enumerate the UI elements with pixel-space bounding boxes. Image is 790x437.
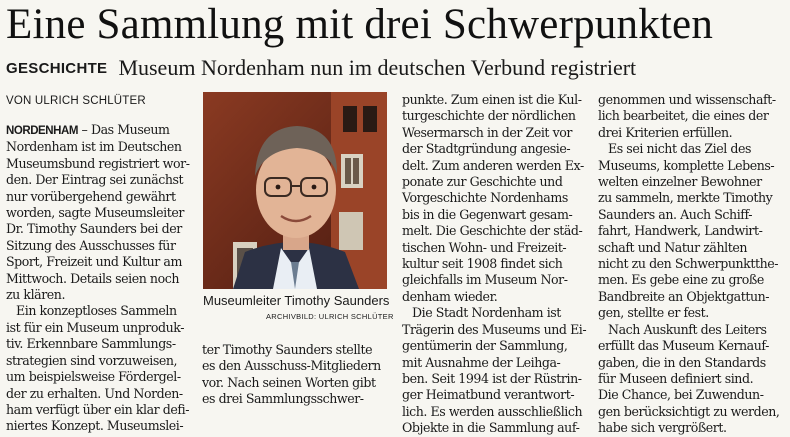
text-line: Bandbreite an Objektgattun- xyxy=(598,288,770,304)
text-line: für Museen definiert sind. xyxy=(598,370,754,386)
text-line: Saunders an. Auch Schiff- xyxy=(598,206,753,222)
text-line: niertes Konzept. Museumslei- xyxy=(6,418,184,434)
text-line: den. Der Eintrag sei zunächst xyxy=(6,172,184,188)
text-line: erfüllt das Museum Kernauf- xyxy=(598,338,769,354)
text-line: tiv. Erkennbare Sammlungs- xyxy=(6,336,176,352)
text-line: tischen Wohn- und Freizeit- xyxy=(402,239,567,255)
text-line: Ein konzeptloses Sammeln xyxy=(16,303,177,319)
text-line: es den Ausschuss-Mitgliedern xyxy=(202,358,381,374)
text-line: der zu erhalten. Und Norden- xyxy=(6,385,183,401)
text-line: turgeschichte der nördlichen xyxy=(402,108,576,124)
text-line: Sitzung des Ausschusses für xyxy=(6,237,176,253)
text-line: fahrt, Handwerk, Landwirt- xyxy=(598,223,763,239)
text-line: ist für ein Museum unproduk- xyxy=(6,319,185,335)
text-line: Sport, Freizeit und Kultur am xyxy=(6,254,182,270)
text-line: delt. Zum anderen werden Ex- xyxy=(402,157,584,173)
section-kicker: GESCHICHTE xyxy=(6,60,108,77)
text-line: melt. Die Geschichte der städ- xyxy=(402,223,583,239)
photo-caption: Museumleiter Timothy Saunders xyxy=(203,293,390,308)
dateline-place: NORDENHAM xyxy=(6,125,78,137)
article-column-4 xyxy=(598,92,786,437)
text-line: gleichfalls im Museum Nor- xyxy=(402,272,568,288)
text-line: NORDENHAM – Das Museum xyxy=(6,122,170,137)
text-line: genommen und wissenschaft- xyxy=(598,92,776,107)
text-line: ger Heimatbund verantwort- xyxy=(402,387,575,403)
text-line: Die Stadt Nordenham ist xyxy=(412,305,561,321)
subline xyxy=(6,55,636,81)
text-line: ben. Seit 1994 ist der Rüstrin- xyxy=(402,370,582,386)
text-line: um beispielsweise Fördergel- xyxy=(6,369,181,385)
text-line: Die Chance, bei Zuwendun- xyxy=(598,387,764,403)
subtitle: Museum Nordenham nun im deutschen Verbund registriert xyxy=(118,55,637,80)
text-line: denham wieder. xyxy=(402,288,498,304)
text-line: nicht zu den Schwerpunktthe- xyxy=(598,256,779,272)
text-line: drei Kriterien erfüllen. xyxy=(598,124,733,140)
text-line: mit Ausnahme der Leihga- xyxy=(402,354,561,370)
text-line: habe sich vergrößert. xyxy=(598,420,727,436)
text-line: gentümerin der Sammlung, xyxy=(402,338,568,354)
text-line: bis in die Gegenwart gesam- xyxy=(402,206,573,222)
text-line: Es sei nicht das Ziel des xyxy=(608,141,751,157)
text-line: der Stadtgründung angesie- xyxy=(402,141,571,157)
text-line: nur vorübergehend gewährt xyxy=(6,188,176,204)
text-line: ham verfügt über ein klar defi- xyxy=(6,401,189,417)
text-line: ponate zur Geschichte und xyxy=(402,174,563,190)
text-line: Vorgeschichte Nordenhams xyxy=(402,190,568,206)
text-line: lich bearbeitet, die eines der xyxy=(598,108,769,124)
text-line: Mittwoch. Details seien noch xyxy=(6,270,179,286)
text-line: Wesermarsch in der Zeit vor xyxy=(402,124,572,140)
text-line: welten einzelner Bewohner xyxy=(598,174,762,190)
article-column-3 xyxy=(402,92,592,437)
article-column-1 xyxy=(6,122,196,435)
text-line: men. Es gebe eine zu große xyxy=(598,272,764,288)
article-column-2 xyxy=(202,342,390,408)
text-line: Objekte in die Sammlung auf- xyxy=(402,420,580,436)
text-line: worden, sagte Museumsleiter xyxy=(6,205,184,221)
text-line: vor. Nach seinen Worten gibt xyxy=(202,374,376,390)
text-line: gen, stellte er fest. xyxy=(598,305,709,321)
text-line: es drei Sammlungsschwer- xyxy=(202,391,364,407)
photo-credit: ARCHIVBILD: ULRICH SCHLÜTER xyxy=(266,312,394,321)
portrait-illustration xyxy=(203,92,387,289)
text-line: Nordenham ist im Deutschen xyxy=(6,139,182,155)
text-line: gaben, die in den Standards xyxy=(598,354,766,370)
headline: Eine Sammlung mit drei Schwerpunkten xyxy=(6,1,714,48)
text-line: zu klären. xyxy=(6,287,66,303)
text-line: Dr. Timothy Saunders bei der xyxy=(6,221,182,237)
text-line: zu sammeln, merkte Timothy xyxy=(598,190,773,206)
text-line: lich. Es werden ausschließlich xyxy=(402,403,583,419)
text-line: schaft und Natur zählten xyxy=(598,239,747,255)
text-line: ter Timothy Saunders stellte xyxy=(202,342,373,357)
byline: VON ULRICH SCHLÜTER xyxy=(6,95,146,107)
portrait-photo xyxy=(203,92,387,289)
text-line: Museumsbund registriert wor- xyxy=(6,155,190,171)
text-line: kultur seit 1908 findet sich xyxy=(402,256,563,272)
text-line: Nach Auskunft des Leiters xyxy=(608,321,767,337)
text-line: Trägerin des Museums und Ei- xyxy=(402,321,587,337)
text-line: Museums, komplette Lebens- xyxy=(598,157,775,173)
text-line: punkte. Zum einen ist die Kul- xyxy=(402,92,582,107)
text-line: gen berücksichtigt zu werden, xyxy=(598,403,780,419)
text-line: strategien sind vorzuweisen, xyxy=(6,352,178,368)
